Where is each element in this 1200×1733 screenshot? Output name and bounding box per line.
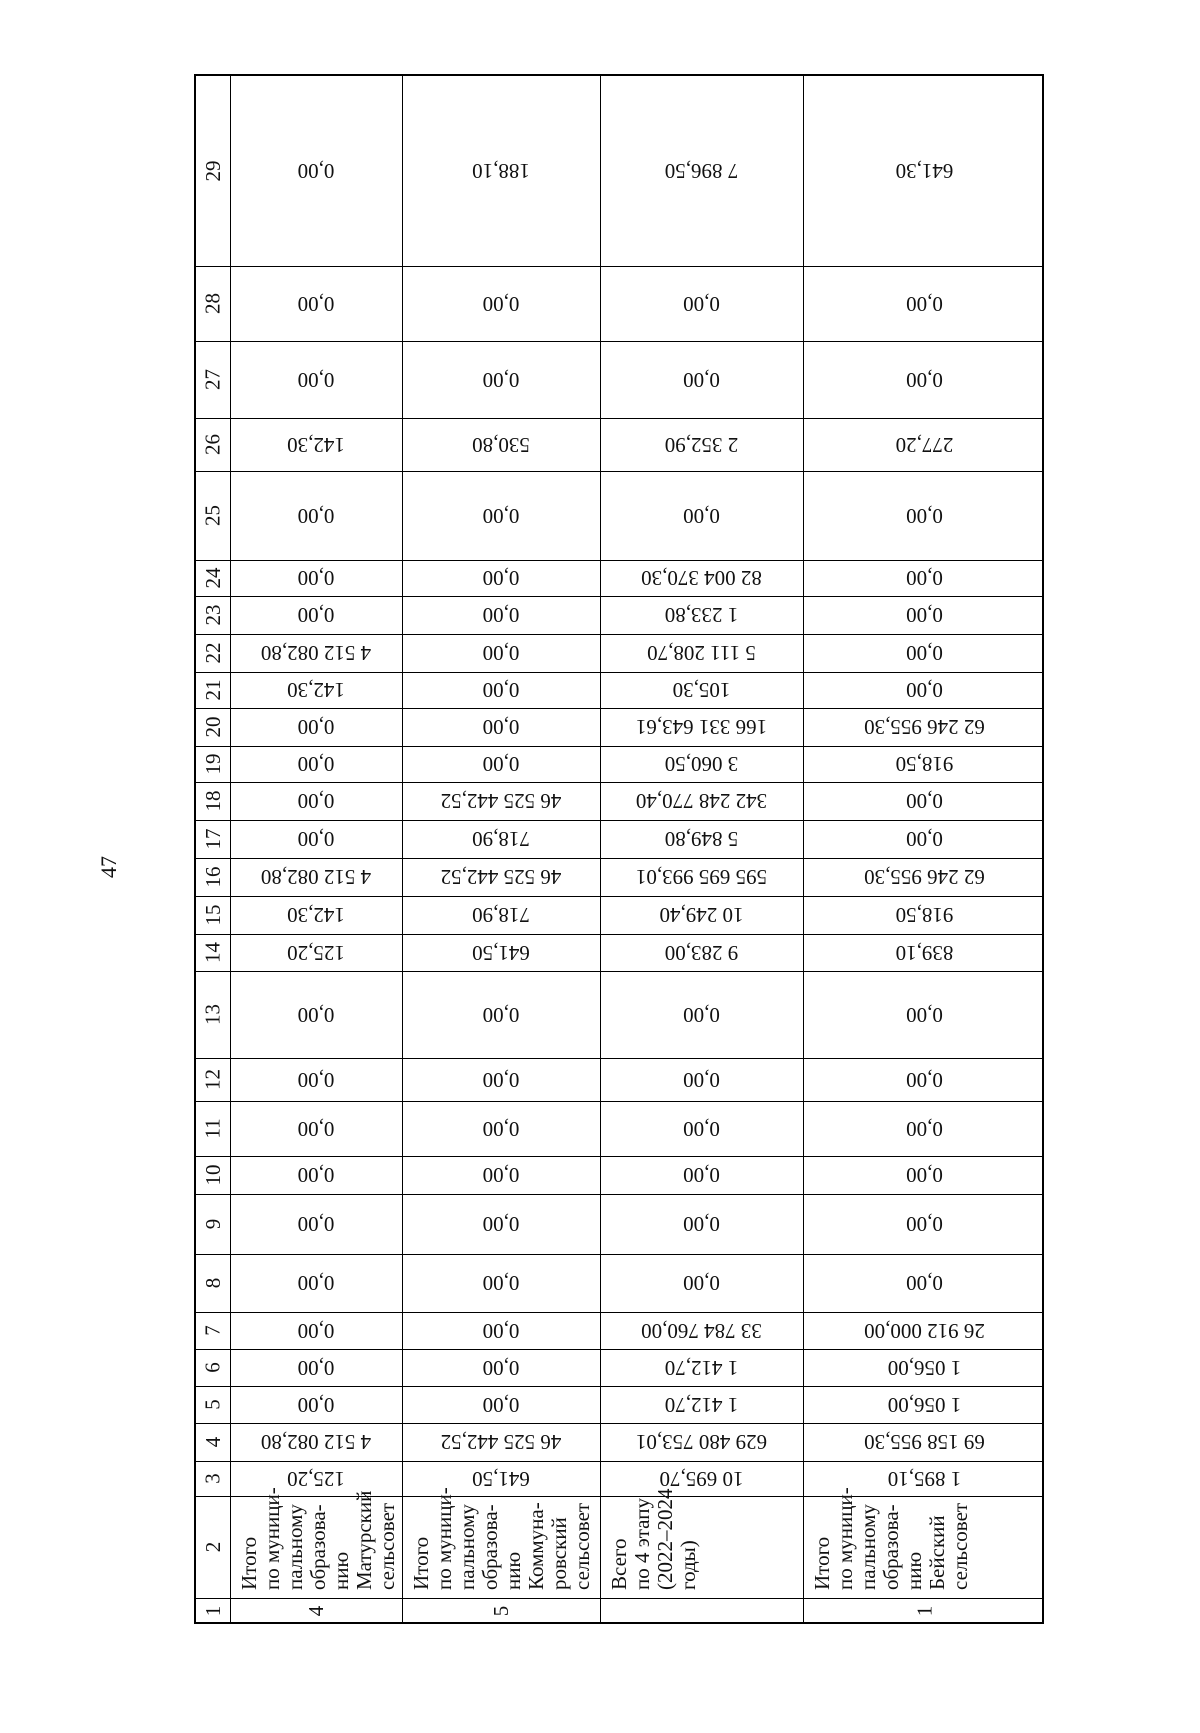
table-cell: 595 695 993,01	[635, 865, 768, 890]
table-cell: 0,00	[297, 1117, 335, 1141]
column-number: 5	[200, 1399, 225, 1410]
row-number: 5	[488, 1605, 513, 1617]
table-cell: 188,10	[472, 159, 530, 184]
table-cell: 0,00	[482, 504, 520, 528]
table-cell: 342 248 770,40	[635, 789, 768, 814]
table-cell: 10 249,40	[659, 903, 744, 928]
column-number: 20	[200, 716, 225, 738]
column-number: 15	[200, 904, 225, 926]
column-number: 6	[200, 1362, 225, 1373]
table-cell: 7 896,50	[664, 159, 739, 184]
table-cell: 1 412,70	[664, 1356, 739, 1380]
table-cell: 641,30	[895, 159, 954, 184]
table-cell: 105,30	[672, 678, 731, 703]
table-cell: 0,00	[906, 1163, 943, 1188]
row-number: 4	[303, 1605, 328, 1617]
column-number: 24	[200, 567, 225, 589]
table-cell: 0,00	[482, 1319, 520, 1343]
table-cell: 0,00	[297, 752, 335, 777]
table-cell: 0,00	[482, 1393, 520, 1417]
table-cell: 718,90	[472, 903, 530, 928]
table-cell: 0,00	[297, 1271, 335, 1296]
column-number: 27	[200, 369, 225, 390]
row-label-line: Всего	[607, 1538, 631, 1590]
table-cell: 0,00	[906, 641, 943, 666]
table-cell: 0,00	[297, 1319, 335, 1343]
page-number: 47	[96, 856, 121, 878]
table-cell: 0,00	[482, 678, 520, 703]
table-cell: 0,00	[297, 504, 335, 528]
column-number: 17	[200, 828, 225, 850]
table-cell: 0,00	[482, 752, 520, 777]
table-cell: 0,00	[906, 504, 943, 528]
table-cell: 0,00	[482, 566, 520, 591]
table-cell: 839,10	[895, 941, 954, 965]
table-cell: 0,00	[683, 368, 720, 392]
row-label-line: Бейский	[925, 1515, 949, 1590]
table-cell: 1 412,70	[664, 1393, 739, 1417]
row-label-line: (2022–2024	[653, 1488, 677, 1590]
row-label-line: Матурский	[352, 1490, 376, 1590]
table-cell: 0,00	[482, 1212, 520, 1237]
table-cell: 0,00	[482, 368, 520, 392]
row-label-line: сельсовет	[948, 1502, 972, 1590]
table-cell: 0,00	[297, 159, 335, 184]
table-cell: 46 525 442,52	[440, 789, 562, 814]
table-cell: 166 331 643,61	[635, 715, 768, 740]
table-cell: 0,00	[683, 1271, 720, 1296]
table-cell: 62 246 955,30	[864, 865, 985, 890]
row-label-line: пальному	[856, 1504, 880, 1590]
table-cell: 82 004 370,30	[641, 566, 762, 591]
table-cell: 629 480 753,01	[635, 1430, 768, 1455]
table-cell: 0,00	[297, 715, 335, 740]
row-number: 1	[912, 1605, 936, 1617]
table-cell: 142,30	[287, 678, 345, 703]
table-cell: 0,00	[297, 1356, 335, 1380]
table-cell: 4 512 082,80	[260, 641, 372, 666]
column-number: 16	[200, 866, 225, 888]
table-cell: 1 233,80	[664, 603, 739, 628]
table-cell: 0,00	[297, 1003, 335, 1027]
table-cell: 69 158 955,30	[864, 1430, 985, 1455]
row-label-line: Коммуна-	[524, 1502, 548, 1590]
row-label	[811, 1487, 972, 1590]
table-cell: 142,30	[287, 903, 345, 928]
table-cell: 641,50	[472, 1467, 530, 1491]
table-cell: 0,00	[683, 1003, 720, 1027]
table-cell: 0,00	[482, 1271, 520, 1296]
table-cell: 0,00	[482, 1117, 520, 1141]
table-cell: 142,30	[287, 433, 345, 457]
table-cell: 0,00	[482, 603, 520, 628]
row-label-line: по 4 этапу	[630, 1498, 654, 1590]
table-cell: 0,00	[297, 292, 335, 316]
column-number: 10	[200, 1164, 225, 1186]
table-cell: 125,20	[287, 941, 345, 965]
table-cell: 1 056,00	[887, 1356, 962, 1380]
table-cell: 0,00	[482, 1003, 520, 1027]
row-label-line: образова-	[478, 1504, 502, 1590]
row-label-line: ровский	[547, 1517, 571, 1590]
table-cell: 46 525 442,52	[440, 1430, 562, 1455]
table-cell: 10 695,70	[659, 1467, 744, 1491]
column-number: 4	[200, 1436, 225, 1448]
column-number: 7	[200, 1325, 225, 1336]
table-cell: 0,00	[297, 1068, 335, 1092]
table-cell: 0,00	[683, 1068, 720, 1092]
table-cell: 33 784 760,00	[641, 1319, 762, 1343]
column-number: 28	[200, 293, 225, 314]
table-cell: 1 895,10	[887, 1467, 962, 1491]
column-number: 26	[200, 434, 225, 455]
table-cell: 0,00	[683, 1212, 720, 1237]
row-label-line: Итого	[810, 1536, 834, 1590]
table-cell: 0,00	[297, 368, 335, 392]
table-cell: 2 352,90	[664, 433, 739, 457]
column-number: 2	[200, 1541, 225, 1553]
table-cell: 0,00	[683, 292, 720, 316]
row-label-line: сельсовет	[375, 1502, 399, 1590]
table-cell: 0,00	[297, 1163, 335, 1188]
table-cell: 0,00	[906, 1003, 943, 1027]
table-cell: 918,50	[895, 752, 954, 777]
row-label-line: по муници-	[260, 1487, 284, 1590]
column-number: 19	[200, 753, 225, 775]
table-cell: 0,00	[482, 715, 520, 740]
table-cell: 46 525 442,52	[440, 865, 562, 890]
column-number: 25	[200, 505, 225, 526]
column-number: 9	[200, 1218, 225, 1230]
table-cell: 0,00	[297, 789, 335, 814]
table-cell: 0,00	[297, 1393, 335, 1417]
table-cell: 0,00	[297, 827, 335, 852]
table-cell: 0,00	[906, 603, 943, 628]
column-number: 29	[200, 160, 225, 182]
table-cell: 0,00	[906, 566, 943, 591]
table-cell: 0,00	[906, 1212, 943, 1237]
column-number: 22	[200, 642, 225, 664]
table-cell: 0,00	[906, 789, 943, 814]
row-label-line: нию	[501, 1551, 525, 1590]
table-cell: 718,90	[472, 827, 530, 852]
table-cell: 5 111 208,70	[647, 641, 756, 666]
column-number: 11	[200, 1118, 225, 1139]
table-cell: 918,50	[895, 903, 954, 928]
row-label-line: образова-	[879, 1504, 903, 1590]
table-cell: 530,80	[472, 433, 530, 457]
table-cell: 0,00	[683, 1117, 720, 1141]
table-cell: 62 246 955,30	[864, 715, 985, 740]
row-label-line: по муници-	[432, 1487, 456, 1590]
table-cell: 0,00	[482, 641, 520, 666]
row-label-line: нию	[329, 1551, 353, 1590]
row-label-line: образова-	[306, 1504, 330, 1590]
row-label-line: по муници-	[833, 1487, 857, 1590]
column-number: 21	[200, 679, 225, 701]
table-cell: 0,00	[482, 1356, 520, 1380]
table-cell: 0,00	[297, 566, 335, 591]
column-number: 14	[200, 942, 225, 963]
budget-table	[194, 74, 1044, 1624]
table-cell: 0,00	[482, 1163, 520, 1188]
table-cell: 0,00	[683, 504, 720, 528]
column-number: 12	[200, 1069, 225, 1090]
table-cell: 0,00	[906, 292, 943, 316]
table-cell: 0,00	[906, 1117, 943, 1141]
table-cell: 1 056,00	[887, 1393, 962, 1417]
table-cell: 0,00	[482, 1068, 520, 1092]
column-number: 1	[200, 1605, 225, 1617]
table-cell: 0,00	[297, 603, 335, 628]
column-number: 8	[200, 1277, 225, 1289]
row-label-line: пальному	[455, 1504, 479, 1590]
row-label	[608, 1489, 700, 1591]
table-cell: 4 512 082,80	[260, 1430, 372, 1455]
column-number: 3	[200, 1473, 225, 1484]
row-label-line: Итого	[409, 1536, 433, 1590]
row-label-line: годы)	[676, 1540, 700, 1590]
column-number: 18	[200, 790, 225, 812]
column-number: 23	[200, 604, 225, 626]
table-cell: 5 849,80	[664, 827, 739, 852]
table-cell: 0,00	[906, 1271, 943, 1296]
table-cell: 3 060,50	[664, 752, 739, 777]
table-cell: 9 283,00	[664, 941, 739, 965]
table-cell: 277,20	[895, 433, 954, 457]
table-cell: 0,00	[906, 827, 943, 852]
row-label-line: Итого	[237, 1536, 261, 1590]
table-cell: 0,00	[906, 678, 943, 703]
table-cell: 0,00	[482, 292, 520, 316]
table-cell: 0,00	[906, 1068, 943, 1092]
table-cell: 26 912 000,00	[864, 1319, 985, 1343]
row-label-line: сельсовет	[570, 1502, 594, 1590]
table-cell: 641,50	[472, 941, 530, 965]
table-cell: 0,00	[683, 1163, 720, 1188]
table-cell: 0,00	[906, 368, 943, 392]
row-number	[689, 1510, 715, 1713]
table-cell: 4 512 082,80	[260, 865, 372, 890]
column-number: 13	[200, 1004, 225, 1025]
row-label-line: нию	[902, 1551, 926, 1590]
row-label-line: пальному	[283, 1504, 307, 1590]
table-cell: 125,20	[287, 1467, 345, 1491]
table-cell: 0,00	[297, 1212, 335, 1237]
